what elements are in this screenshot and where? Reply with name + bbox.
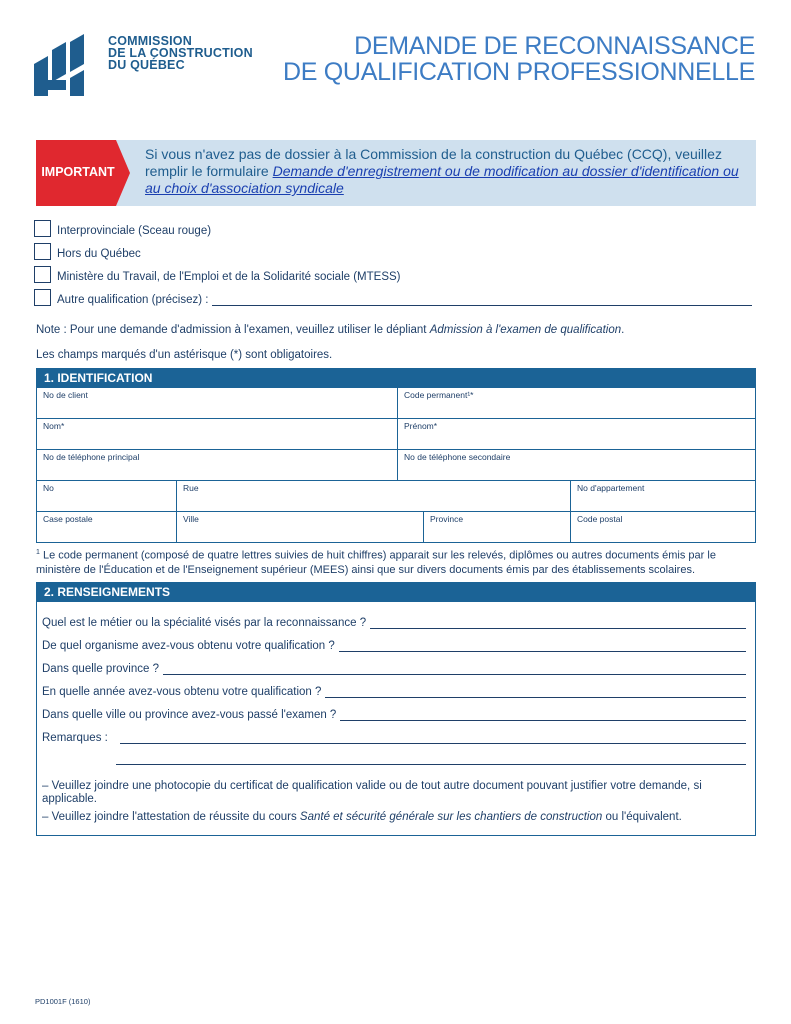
question-year — [42, 682, 746, 698]
remarks-field-line1[interactable] — [120, 731, 746, 744]
field-label: No — [43, 483, 54, 493]
ccq-logo-icon — [34, 34, 96, 96]
remarks-field-line2[interactable] — [116, 764, 746, 765]
registration-form-link[interactable]: Demande d'enregistrement ou de modification au dossier d'identification ou au choix d'association syndicale — [145, 163, 739, 196]
civic-number-field[interactable] — [37, 481, 177, 512]
secondary-phone-field[interactable] — [398, 450, 755, 481]
section-renseignements-header: 2. RENSEIGNEMENTS — [36, 582, 756, 602]
question-remarks — [42, 728, 746, 744]
page-title — [283, 33, 755, 85]
field-label: Nom* — [43, 421, 65, 431]
course-name: Santé et sécurité générale sur les chantiers de construction — [299, 811, 603, 823]
permanent-code-footnote — [36, 546, 758, 577]
postal-code-field[interactable] — [571, 512, 755, 542]
footnote-marker: 1 — [36, 549, 40, 556]
client-number-field[interactable] — [37, 388, 398, 419]
checkbox-mtess[interactable] — [34, 266, 51, 283]
apartment-field[interactable] — [571, 481, 755, 512]
org-name — [108, 35, 253, 71]
option-label: Interprovinciale (Sceau rouge) — [57, 225, 212, 237]
title-line1: DEMANDE DE RECONNAISSANCE — [354, 32, 755, 60]
footnote-text: Le code permanent (composé de quatre lettres suivies de huit chiffres) apparait sur les relevés, diplômes ou autres documents émis par le ministère de l'Éducation et de l'Enseignement supérieur (MEES) ainsi que sur divers documents émis par des établissements scolaires. — [36, 549, 716, 576]
instruction-end: ou l'équivalent. — [602, 811, 682, 823]
question-exam-location — [42, 705, 746, 721]
important-label: IMPORTANT — [41, 165, 115, 179]
permanent-code-field[interactable] — [398, 388, 755, 419]
org-name-line1: COMMISSION — [108, 34, 192, 48]
org-name-line2: DE LA CONSTRUCTION — [108, 46, 253, 60]
field-label: Code permanent¹* — [404, 390, 474, 400]
organization-answer-field[interactable] — [339, 639, 746, 652]
admission-note — [36, 324, 624, 336]
field-label: No de téléphone principal — [43, 452, 140, 462]
year-answer-field[interactable] — [325, 685, 746, 698]
province-field[interactable] — [424, 512, 571, 542]
question-label: En quelle année avez-vous obtenu votre qualification ? — [42, 686, 322, 698]
first-name-field[interactable] — [398, 419, 755, 450]
checkbox-autre[interactable] — [34, 289, 51, 306]
province-answer-field[interactable] — [163, 662, 746, 675]
exam-location-answer-field[interactable] — [340, 708, 746, 721]
option-autre — [34, 288, 752, 306]
field-label: Ville — [183, 514, 199, 524]
field-label: No d'appartement — [577, 483, 645, 493]
option-label: Autre qualification (précisez) : — [57, 294, 209, 306]
field-label: No de téléphone secondaire — [404, 452, 511, 462]
instruction-course — [42, 811, 742, 824]
po-box-field[interactable] — [37, 512, 177, 542]
section-identification — [36, 368, 756, 543]
note-text: Note : Pour une demande d'admission à l'examen, veuillez utiliser le dépliant — [36, 324, 430, 336]
required-note: Les champs marqués d'un astérisque (*) sont obligatoires. — [36, 349, 333, 361]
street-field[interactable] — [177, 481, 571, 512]
note-document-name: Admission à l'examen de qualification — [429, 324, 622, 336]
option-label: Ministère du Travail, de l'Emploi et de la Solidarité sociale (MTESS) — [57, 271, 401, 283]
form-code: PD1001F (1610) — [35, 997, 91, 1006]
checkbox-hors-quebec[interactable] — [34, 243, 51, 260]
question-label: Dans quelle province ? — [42, 663, 159, 675]
main-phone-field[interactable] — [37, 450, 398, 481]
banner-text — [145, 146, 745, 197]
option-hors-quebec — [34, 242, 141, 260]
field-label: Code postal — [577, 514, 623, 524]
field-label: Rue — [183, 483, 199, 493]
checkbox-interprovinciale[interactable] — [34, 220, 51, 237]
question-label: De quel organisme avez-vous obtenu votre qualification ? — [42, 640, 335, 652]
field-label: Case postale — [43, 514, 93, 524]
section-identification-header: 1. IDENTIFICATION — [36, 368, 756, 388]
trade-answer-field[interactable] — [370, 616, 746, 629]
option-interprovinciale — [34, 219, 211, 237]
autre-precision-field[interactable] — [212, 293, 752, 306]
org-name-line3: DU QUÉBEC — [108, 58, 185, 72]
question-province — [42, 659, 746, 675]
field-label: Province — [430, 514, 464, 524]
field-label: No de client — [43, 390, 88, 400]
title-line2: DE QUALIFICATION PROFESSIONNELLE — [283, 58, 755, 86]
city-field[interactable] — [177, 512, 424, 542]
option-mtess — [34, 265, 401, 283]
question-organization — [42, 636, 746, 652]
last-name-field[interactable] — [37, 419, 398, 450]
question-trade — [42, 613, 746, 629]
instruction-certificate: – Veuillez joindre une photocopie du certificat de qualification valide ou de tout autre document pouvant justifier votre demande, si applicable. — [42, 780, 702, 805]
field-label: Prénom* — [404, 421, 438, 431]
option-label: Hors du Québec — [57, 248, 141, 260]
question-label: Remarques : — [42, 732, 108, 744]
question-label: Quel est le métier ou la spécialité visés par la reconnaissance ? — [42, 617, 367, 629]
banner-message: Si vous n'avez pas de dossier à la Commission de la construction du Québec (CCQ), veuillez remplir le formulaire — [145, 146, 722, 179]
instruction-text: – Veuillez joindre l'attestation de réussite du cours — [42, 811, 300, 823]
question-label: Dans quelle ville ou province avez-vous passé l'examen ? — [42, 709, 337, 721]
note-end: . — [621, 324, 625, 336]
